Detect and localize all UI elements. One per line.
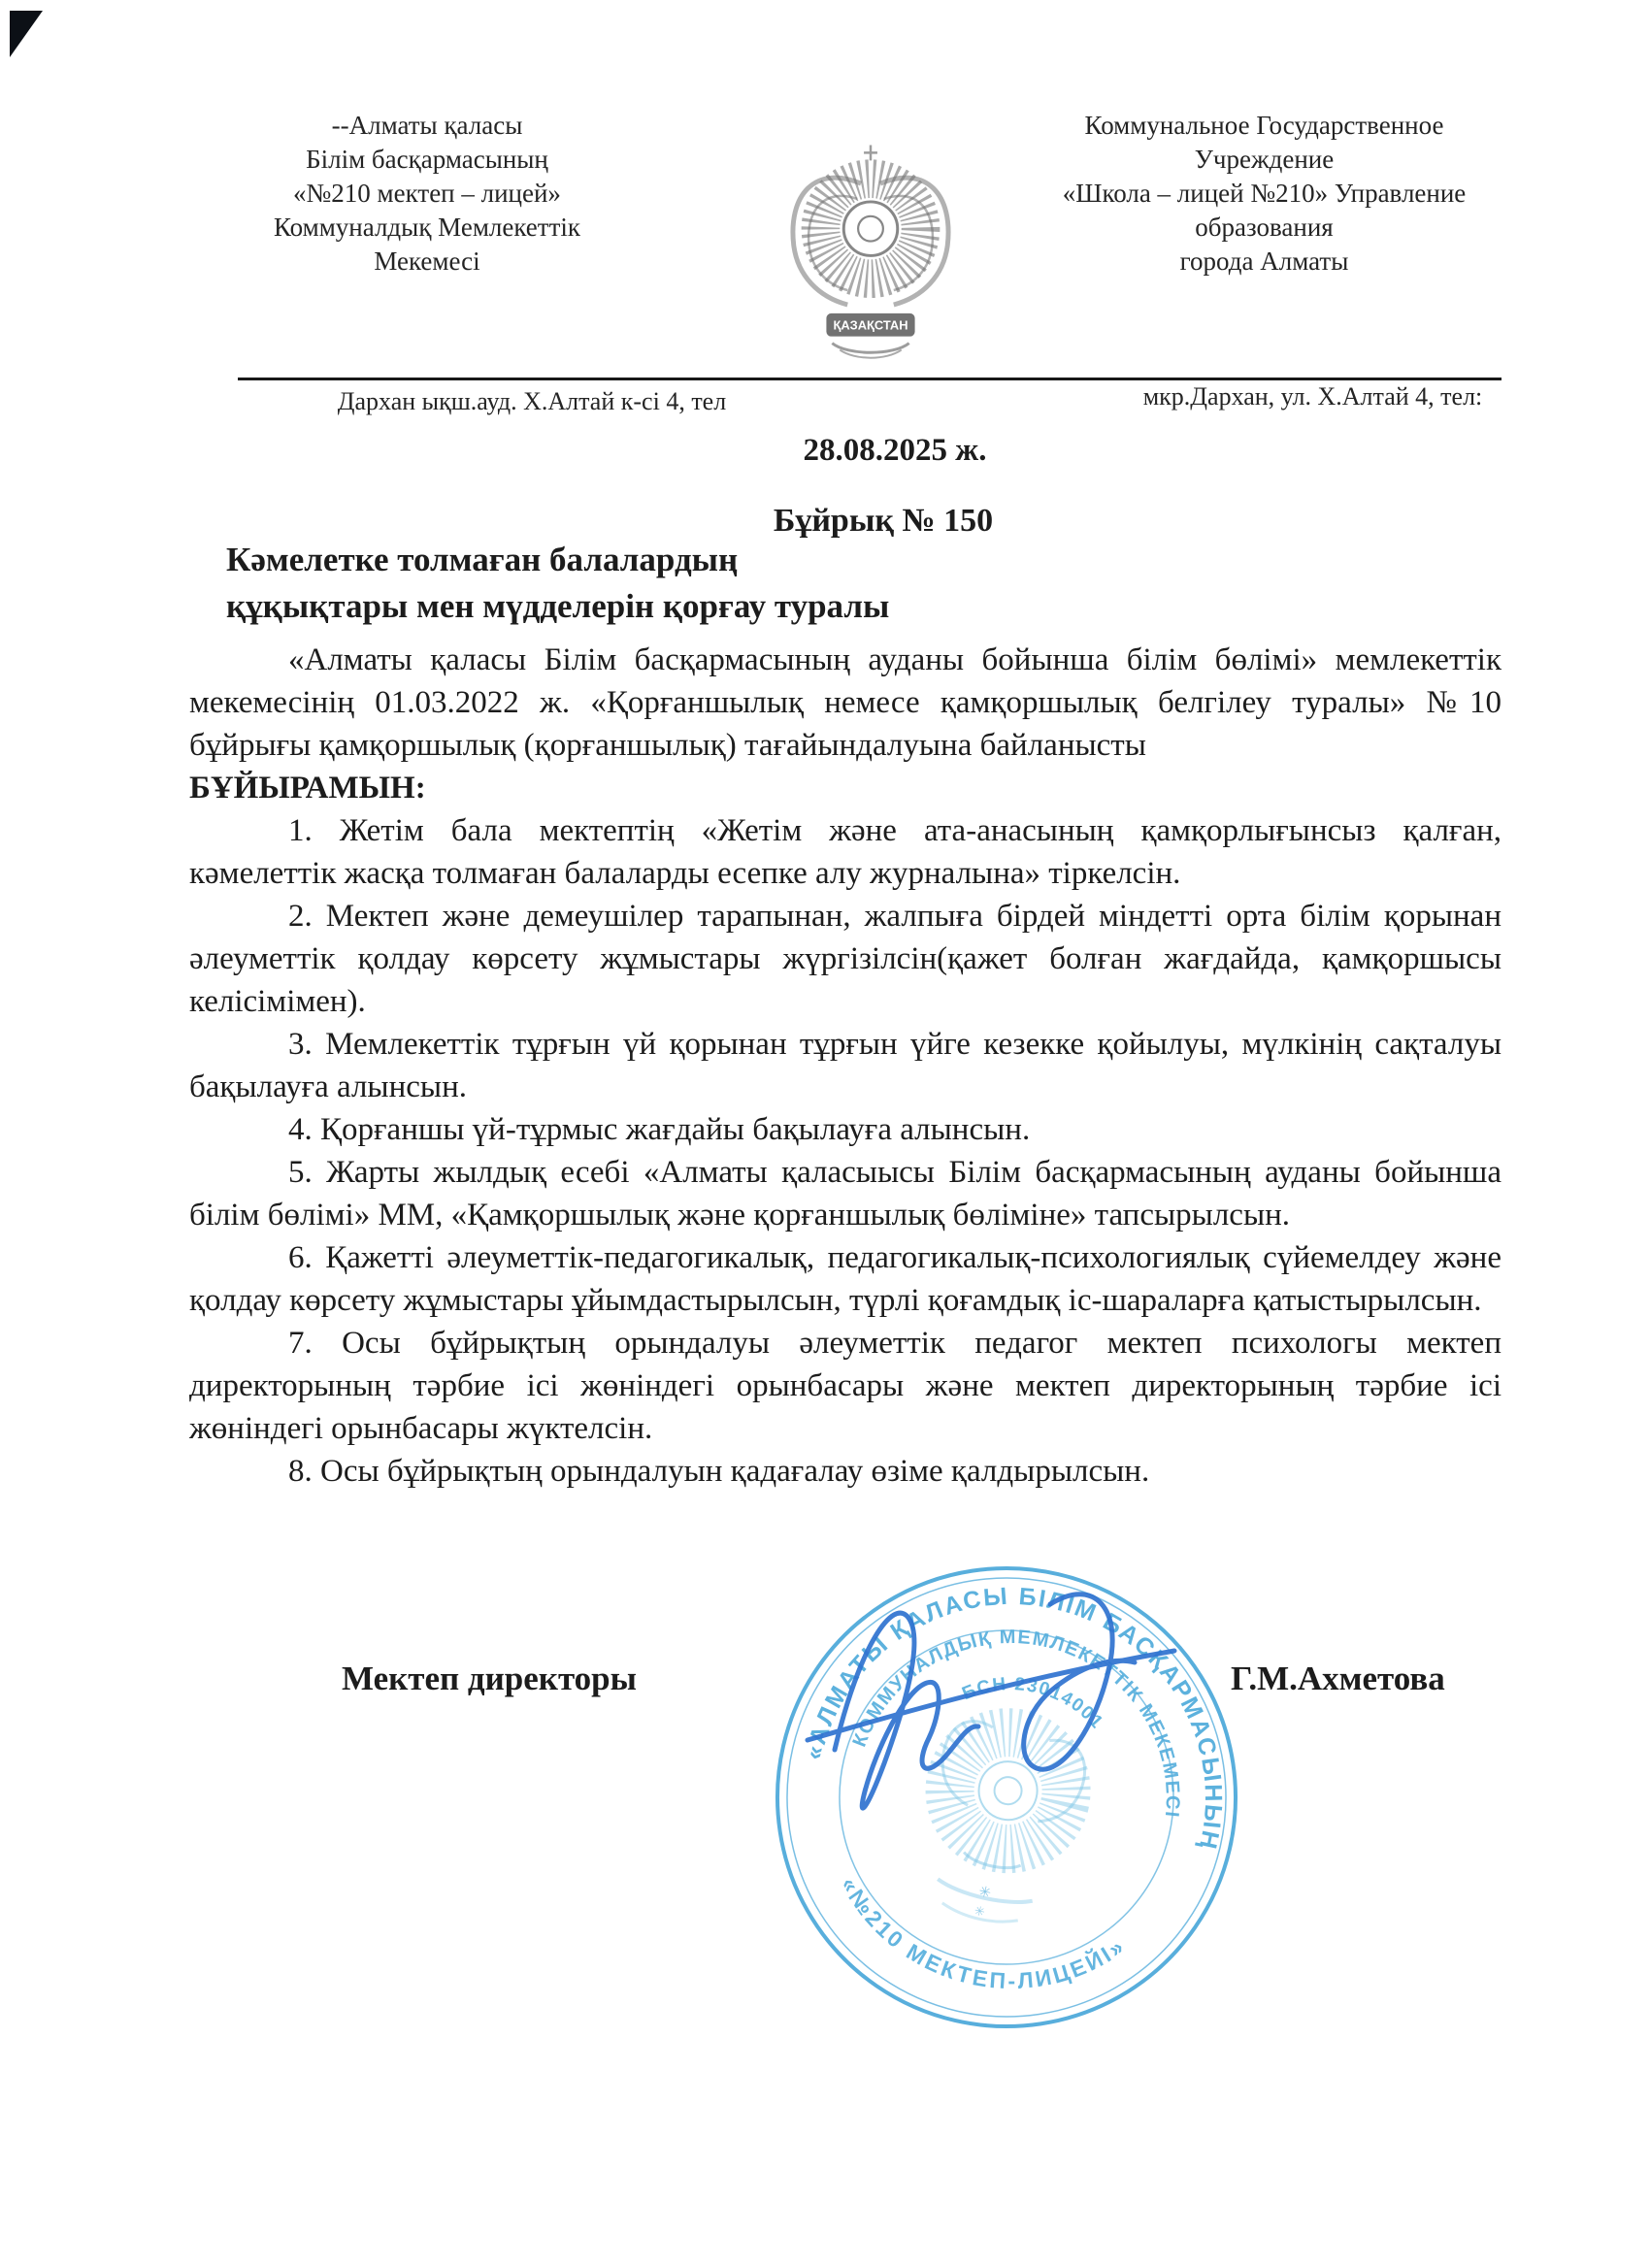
school-stamp <box>759 1558 1254 2048</box>
letterhead-kazakh <box>218 109 636 279</box>
stamp-middle-text: КОММУНАЛДЫҚ МЕМЛЕКЕТТІК МЕКЕМЕСІ <box>848 1626 1184 1820</box>
order-number: Бұйрық № 150 <box>773 503 994 539</box>
signature-name: Г.М.Ахметова <box>1231 1660 1445 1697</box>
signature-role: Мектеп директоры <box>342 1660 637 1697</box>
order-item: 3. Мемлекеттік тұрғын үй қорынан тұрғын үйге кезекке қойылуы, мүлкінің сақталуы бақылауға алынсын. <box>189 1027 1502 1104</box>
order-item: 6. Қажетті әлеуметтік-педагогикалық, педагогикалық-психологиялық сүйемелдеу және қолдау көрсету жұмыстары ұйымдастырылсын, түрлі қоғамдық іс-шараларға қатыстырылсын. <box>189 1240 1502 1318</box>
letterhead-line: образования <box>1195 213 1334 242</box>
letterhead-divider <box>238 378 1502 380</box>
scan-corner-artifact <box>10 11 43 57</box>
letterhead-line: --Алматы қаласы <box>331 111 523 140</box>
stamp-bin-text: БСН 23014001 <box>959 1674 1108 1734</box>
stamp-star-mark: ✳ <box>973 1902 987 1920</box>
order-item: 8. Осы бұйрықтың орындалуын қадағалау өзіме қалдырылсын. <box>288 1454 1150 1489</box>
stamp-center-emblem <box>908 1716 1091 1935</box>
order-intro: «Алматы қаласы Білім басқармасының ауданы бойынша білім бөлімі» мемлекеттік мекемесінің 01.03.2022 ж. «Қорғаншылық немесе қамқоршылық белгілеу туралы» №10 бұйрығы қамқоршылық (қорғаншылық) тағайындалуына байланысты <box>189 642 1502 763</box>
order-item: 4. Қорғаншы үй-тұрмыс жағдайы бақылауға алынсын. <box>288 1112 1031 1147</box>
order-item: 7. Осы бұйрықтың орындалуы әлеуметтік педагог мектеп психологы мектеп директорының тәрбие ісі жөніндегі орынбасары және мектеп директорының тәрбие ісі жөніндегі орынбасары жүктелсін. <box>189 1326 1502 1446</box>
subject-line: Кәмелетке толмаған балалардың <box>226 541 739 578</box>
letterhead-russian <box>1000 109 1529 279</box>
letterhead-line: Мекемесі <box>374 247 480 276</box>
order-item: 5. Жарты жылдық есебі «Алматы қаласыысы Білім басқармасының ауданы бойынша білім бөлімі» ММ, «Қамқоршылық және қорғаншылық бөліміне» тапсырылсын. <box>189 1155 1502 1233</box>
stamp-body <box>759 1558 1254 2048</box>
kazakhstan-emblem-icon <box>765 124 976 372</box>
stamp-bottom-text: «№210 МЕКТЕП-ЛИЦЕЙІ» <box>836 1872 1131 1994</box>
order-item: 2. Мектеп және демеушілер тарапынан, жалпыға бірдей міндетті орта білім қорынан әлеуметтік қолдау көрсету жұмыстары жүргізілсін(қажет болған жағдайда, қамқоршысы келісімімен). <box>189 899 1502 1019</box>
svg-text:«№210 МЕКТЕП-ЛИЦЕЙІ» <box>820 1869 1134 2022</box>
letterhead-line: «Школа – лицей №210» Управление <box>1062 179 1467 208</box>
decree-word: БҰЙЫРАМЫН: <box>189 771 426 805</box>
letterhead-line: «№210 мектеп – лицей» <box>293 179 561 208</box>
order-subject <box>226 537 889 630</box>
address-russian: мкр.Дархан, ул. Х.Алтай 4, тел: <box>1142 382 1483 411</box>
letterhead-line: Учреждение <box>1194 145 1335 174</box>
letterhead-line: города Алматы <box>1179 247 1349 276</box>
letterhead-line: Коммуналдық Мемлекеттік <box>273 213 581 242</box>
document-date: 28.08.2025 ж. <box>803 433 987 468</box>
subject-line: құқықтары мен мүдделерін қорғау туралы <box>226 587 890 625</box>
order-body <box>189 639 1502 1493</box>
letterhead-line: Білім басқармасының <box>306 145 548 174</box>
stamp-outer-text: «АЛМАТЫ ҚАЛАСЫ БІЛІМ БАСҚАРМАСЫНЫҢ <box>800 1582 1228 1854</box>
letterhead-line: Коммунальное Государственное <box>1084 111 1444 140</box>
emblem-banner-text: ҚАЗАҚСТАН <box>833 317 908 333</box>
address-kazakh: Дархан ықш.ауд. Х.Алтай к-сі 4, тел <box>337 387 727 415</box>
order-item: 1. Жетім бала мектептің «Жетім және ата-анасының қамқорлығынсыз қалған, кәмелеттік жасқа толмаған балаларды есепке алу журналына» тіркелсін. <box>189 813 1502 891</box>
stamp-star-mark: ✳ <box>976 1884 993 1902</box>
